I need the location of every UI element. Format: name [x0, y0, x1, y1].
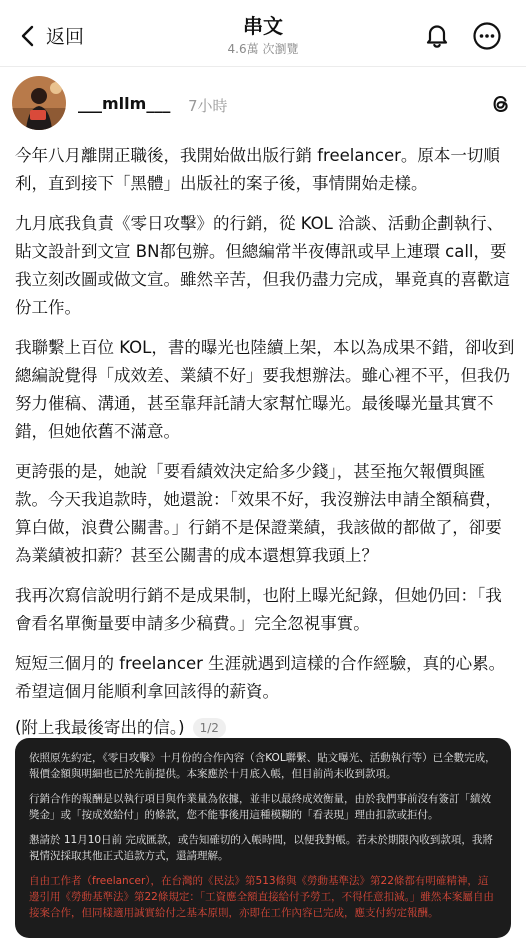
more-icon[interactable] [472, 21, 502, 51]
post-paragraph: 我聯繫上百位 KOL，書的曝光也陸續上架，本以為成果不錯，卻收到總編說覺得「成效差、業績不好」要我想辦法。雖心裡不平，但我仍努力催稿、溝通，甚至靠拜託請大家幫忙曝光。最後曝光量其實不錯，但她依舊不滿意。 [15, 338, 515, 441]
view-count: 4.6萬 次瀏覽 [227, 42, 299, 56]
post-time: 7小時 [188, 97, 228, 115]
threads-icon[interactable] [489, 92, 513, 116]
post-body [15, 142, 515, 742]
bell-icon[interactable] [423, 21, 451, 49]
avatar-image [12, 76, 66, 130]
letter-paragraph: 行銷合作的報酬是以執行項目與作業量為依據，並非以最終成效衡量，由於我們事前沒有簽訂「績效獎金」或「按成效給付」的條款，您不能事後用這種模糊的「看表現」理由扣款或拒付。 [29, 793, 491, 821]
post-paragraph: 今年八月離開正職後，我開始做出版行銷 freelancer。原本一切順利，直到接下「黑體」出版社的案子後，事情開始走樣。 [15, 146, 500, 193]
post-paragraph: 九月底我負責《零日攻擊》的行銷，從 KOL 洽談、活動企劃執行、貼文設計到文宣 BN都包辦。但總編常半夜傳訊或早上連環 call，要我立刻改圖或做文宣。雖然辛苦，但我仍盡力完成，畢竟真的喜歡這份工作。 [15, 214, 510, 317]
page-title: 串文 [243, 14, 283, 38]
username[interactable]: ___mllm___ [78, 94, 171, 113]
caption-text: (附上我最後寄出的信。) [15, 718, 185, 737]
attached-letter-image[interactable] [15, 738, 511, 938]
post-paragraph: 更誇張的是，她說「要看績效決定給多少錢」，甚至拖欠報價與匯款。今天我追款時，她還說：「效果不好，我沒辦法申請全額稿費，算白做，浪費公關書。」行銷不是保證業績，我該做的都做了，卻要為業績被扣薪？甚至公關書的成本還想算我頭上？ [15, 462, 502, 565]
top-bar [0, 0, 526, 67]
post-paragraph: 我再次寫信說明行銷不是成果制，也附上曝光紀錄，但她仍回：「我會看名單衡量要申請多少稿費。」完全忽視事實。 [15, 586, 502, 633]
post-paragraph: 短短三個月的 freelancer 生涯就遇到這樣的合作經驗，真的心累。希望這個月能順利拿回該得的薪資。 [15, 654, 506, 701]
letter-paragraph: 依照原先約定，《零日攻擊》十月份的合作內容（含KOL聯繫、貼文曝光、活動執行等）已全數完成，報價金額與明細也已於先前提供。本案應於十月底入帳，但目前尚未收到款項。 [29, 752, 496, 780]
image-counter-badge: 1/2 [193, 718, 226, 738]
letter-paragraph: 懇請於 11月10日前 完成匯款，或告知確切的入帳時間，以便我對帳。若未於期限內收到款項，我將視情況採取其他正式追款方式，還請理解。 [29, 834, 493, 862]
letter-paragraph-highlight: 自由工作者（freelancer），在台灣的《民法》第513條與《勞動基準法》第22條都有明確精神，這邊引用《勞動基準法》第22條規定：「工資應全額直接給付予勞工，不得任意扣減。」雖然本案屬自由接案合作，但同樣適用誠實給付之基本原則，亦即在工作內容已完成，應支付約定報酬。 [29, 875, 494, 919]
back-label: 返回 [46, 26, 85, 48]
avatar[interactable] [12, 76, 66, 130]
